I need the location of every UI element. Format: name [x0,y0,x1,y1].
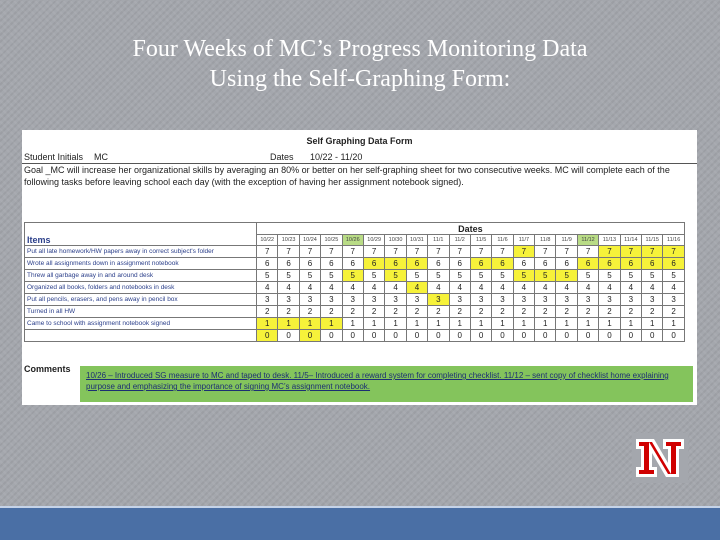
score-cell: 3 [513,294,534,306]
score-cell: 1 [406,318,427,330]
task-label: Threw all garbage away in and around desk [25,270,257,282]
date-cell: 10/30 [385,235,406,246]
score-cell: 1 [278,318,299,330]
score-cell: 6 [599,258,620,270]
date-cell: 11/5 [470,235,491,246]
score-cell: 4 [620,282,641,294]
date-cell: 10/23 [278,235,299,246]
score-cell: 5 [535,270,556,282]
comments-label: Comments [24,364,71,374]
score-cell: 7 [385,246,406,258]
table-row [25,330,685,342]
date-cell: 11/16 [663,235,684,246]
data-grid [24,222,685,342]
score-cell: 4 [556,282,577,294]
score-cell: 5 [428,270,449,282]
score-cell: 5 [299,270,320,282]
score-cell: 4 [278,282,299,294]
task-label: Put all late homework/HW papers away in correct subject's folder [25,246,257,258]
date-cell: 10/24 [299,235,320,246]
score-cell: 2 [556,306,577,318]
score-cell: 6 [663,258,684,270]
dates-value: 10/22 - 11/20 [310,152,363,162]
score-cell: 7 [278,246,299,258]
nebraska-n-logo [632,433,688,483]
score-cell: 0 [470,330,491,342]
score-cell: 4 [406,282,427,294]
score-cell: 6 [428,258,449,270]
score-cell: 6 [321,258,342,270]
score-cell: 2 [642,306,663,318]
score-cell: 0 [363,330,384,342]
score-cell: 6 [577,258,598,270]
score-cell: 4 [257,282,278,294]
table-row [25,294,685,306]
score-cell: 4 [428,282,449,294]
score-cell: 0 [599,330,620,342]
score-cell: 5 [385,270,406,282]
score-cell: 0 [642,330,663,342]
table-row [25,282,685,294]
score-cell: 4 [642,282,663,294]
score-cell: 2 [363,306,384,318]
score-cell: 3 [363,294,384,306]
score-cell: 3 [535,294,556,306]
score-cell: 0 [535,330,556,342]
score-cell: 7 [556,246,577,258]
score-cell: 6 [642,258,663,270]
score-cell: 7 [363,246,384,258]
date-cell: 11/9 [556,235,577,246]
score-cell: 6 [385,258,406,270]
score-cell: 4 [321,282,342,294]
score-cell: 0 [620,330,641,342]
table-row [25,270,685,282]
score-cell: 3 [385,294,406,306]
score-cell: 7 [449,246,470,258]
table-row [25,318,685,330]
score-cell: 1 [577,318,598,330]
score-cell: 7 [321,246,342,258]
score-cell: 7 [257,246,278,258]
date-cell: 11/8 [535,235,556,246]
score-cell: 3 [642,294,663,306]
table-row [25,246,685,258]
score-cell: 3 [492,294,513,306]
self-graphing-form [22,130,697,405]
table-row [25,306,685,318]
score-cell: 7 [513,246,534,258]
score-cell: 3 [599,294,620,306]
score-cell: 0 [278,330,299,342]
score-cell: 3 [663,294,684,306]
score-cell: 6 [363,258,384,270]
date-cell: 11/14 [620,235,641,246]
score-cell: 3 [406,294,427,306]
score-cell: 2 [492,306,513,318]
score-cell: 2 [428,306,449,318]
score-cell: 2 [321,306,342,318]
date-cell: 11/6 [492,235,513,246]
table-row [25,258,685,270]
score-cell: 4 [577,282,598,294]
score-cell: 7 [663,246,684,258]
score-cell: 3 [257,294,278,306]
score-cell: 7 [492,246,513,258]
score-cell: 2 [342,306,363,318]
score-cell: 3 [470,294,491,306]
score-cell: 0 [663,330,684,342]
items-label: Items [27,235,51,245]
date-cell: 10/31 [406,235,427,246]
task-label: Wrote all assignments down in assignment notebook [25,258,257,270]
score-cell: 0 [342,330,363,342]
score-cell: 1 [257,318,278,330]
score-cell: 3 [299,294,320,306]
task-label [25,330,257,342]
score-cell: 6 [406,258,427,270]
footer-bar [0,508,720,540]
score-cell: 2 [257,306,278,318]
score-cell: 1 [620,318,641,330]
date-cell: 10/25 [321,235,342,246]
score-cell: 5 [257,270,278,282]
dates-header: Dates [458,223,483,234]
score-cell: 7 [342,246,363,258]
score-cell: 1 [428,318,449,330]
score-cell: 2 [599,306,620,318]
score-cell: 3 [428,294,449,306]
score-cell: 0 [321,330,342,342]
score-cell: 1 [342,318,363,330]
task-label: Turned in all HW [25,306,257,318]
score-cell: 5 [599,270,620,282]
date-cell: 11/15 [642,235,663,246]
date-cell: 11/1 [428,235,449,246]
score-cell: 6 [257,258,278,270]
score-cell: 7 [642,246,663,258]
dates-label: Dates [270,152,294,162]
score-cell: 4 [385,282,406,294]
score-cell: 4 [342,282,363,294]
score-cell: 5 [642,270,663,282]
score-cell: 0 [449,330,470,342]
score-cell: 5 [449,270,470,282]
items-header-cell [25,223,257,246]
score-cell: 5 [556,270,577,282]
score-cell: 5 [492,270,513,282]
score-cell: 1 [470,318,491,330]
score-cell: 0 [577,330,598,342]
score-cell: 7 [406,246,427,258]
score-cell: 4 [599,282,620,294]
score-cell: 0 [556,330,577,342]
score-cell: 0 [428,330,449,342]
score-cell: 4 [513,282,534,294]
score-cell: 5 [620,270,641,282]
score-cell: 3 [577,294,598,306]
score-cell: 5 [406,270,427,282]
score-cell: 1 [599,318,620,330]
score-cell: 6 [278,258,299,270]
score-cell: 5 [513,270,534,282]
score-cell: 0 [257,330,278,342]
score-cell: 7 [535,246,556,258]
score-cell: 6 [535,258,556,270]
score-cell: 2 [385,306,406,318]
score-cell: 7 [620,246,641,258]
score-cell: 0 [385,330,406,342]
score-cell: 0 [406,330,427,342]
score-cell: 2 [299,306,320,318]
score-cell: 4 [663,282,684,294]
dates-header-cell [257,223,685,235]
score-cell: 7 [299,246,320,258]
score-cell: 3 [620,294,641,306]
score-cell: 3 [278,294,299,306]
score-cell: 1 [299,318,320,330]
score-cell: 4 [492,282,513,294]
score-cell: 3 [449,294,470,306]
slide-title [0,34,720,94]
score-cell: 5 [342,270,363,282]
score-cell: 1 [492,318,513,330]
score-cell: 1 [663,318,684,330]
score-cell: 2 [620,306,641,318]
score-cell: 1 [556,318,577,330]
score-cell: 5 [278,270,299,282]
goal-text: Goal _MC will increase her organizational skills by averaging an 80% or better on her self-graphing sheet for two consecutive weeks. MC will complete each of the following tasks before leaving school each day (with the exception of having her assignment notebook signed). [24,165,670,187]
score-cell: 6 [620,258,641,270]
score-cell: 5 [321,270,342,282]
title-line-1: Four Weeks of MC’s Progress Monitoring Data [132,36,588,62]
score-cell: 4 [535,282,556,294]
form-title: Self Graphing Data Form [306,136,413,146]
title-line-2: Using the Self-Graphing Form: [209,66,511,92]
date-cell: 10/22 [257,235,278,246]
score-cell: 2 [406,306,427,318]
score-cell: 2 [535,306,556,318]
score-cell: 4 [363,282,384,294]
score-cell: 5 [363,270,384,282]
score-cell: 4 [470,282,491,294]
score-cell: 5 [663,270,684,282]
score-cell: 1 [321,318,342,330]
score-cell: 7 [428,246,449,258]
task-label: Put all pencils, erasers, and pens away in pencil box [25,294,257,306]
comments-box [80,366,693,402]
date-cell: 11/7 [513,235,534,246]
date-cell: 11/2 [449,235,470,246]
score-cell: 7 [470,246,491,258]
score-cell: 1 [535,318,556,330]
score-cell: 7 [577,246,598,258]
score-cell: 5 [470,270,491,282]
score-cell: 1 [513,318,534,330]
date-cell: 11/12 [577,235,598,246]
score-cell: 3 [321,294,342,306]
student-initials-label: Student Initials [24,152,84,162]
score-cell: 2 [513,306,534,318]
score-cell: 2 [470,306,491,318]
date-cell: 10/29 [363,235,384,246]
score-cell: 5 [577,270,598,282]
date-cell: 10/26 [342,235,363,246]
score-cell: 6 [492,258,513,270]
score-cell: 2 [278,306,299,318]
score-cell: 6 [299,258,320,270]
score-cell: 2 [577,306,598,318]
score-cell: 1 [385,318,406,330]
score-cell: 3 [556,294,577,306]
score-cell: 6 [513,258,534,270]
score-cell: 7 [599,246,620,258]
score-cell: 3 [342,294,363,306]
score-cell: 6 [449,258,470,270]
score-cell: 4 [299,282,320,294]
score-cell: 0 [492,330,513,342]
score-cell: 1 [642,318,663,330]
score-cell: 4 [449,282,470,294]
score-cell: 0 [299,330,320,342]
score-cell: 2 [663,306,684,318]
score-cell: 1 [449,318,470,330]
score-cell: 6 [556,258,577,270]
task-label: Organized all books, folders and notebooks in desk [25,282,257,294]
comments-text: 10/26 – Introduced SG measure to MC and taped to desk. 11/5– Introduced a reward system for completing checklist. 11/12 – sent copy of checklist home explaining purpose and emphasizing the importance of signing MC’s assignment notebook. [86,371,669,391]
task-label: Came to school with assignment notebook signed [25,318,257,330]
score-cell: 0 [513,330,534,342]
date-cell: 11/13 [599,235,620,246]
score-cell: 6 [342,258,363,270]
student-initials-value: MC [94,152,108,162]
score-cell: 2 [449,306,470,318]
score-cell: 1 [363,318,384,330]
score-cell: 6 [470,258,491,270]
